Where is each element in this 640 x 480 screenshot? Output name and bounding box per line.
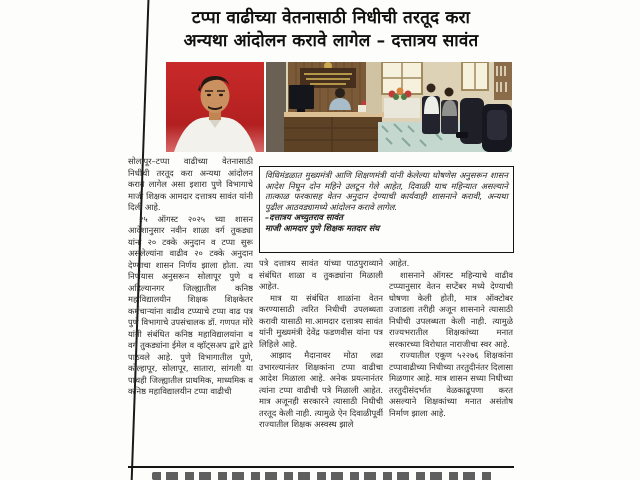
quote-attribution-title: माजी आमदार पुणे शिक्षक मतदार संघ [265, 222, 380, 233]
photo-strip [166, 62, 512, 152]
article-headline [150, 7, 512, 53]
quote-attribution-name: –दत्तात्रय अच्युतराव सावंत [265, 212, 344, 223]
office-photo [266, 62, 512, 152]
col2-paragraph-2: मात्र या संबंधित शाळांना वेतन करण्यासाठी त्वरित निधीची उपलब्धता करावी यासाठी मा.आमदार दत्तात्रय सावंत यांनी मुख्यमंत्री देवेंद्र फडणवीस यांना पत्र लिहिले आहे. [259, 292, 383, 349]
col2-paragraph-1: पत्रे दत्तात्रय सावंत यांच्या पाठपुराव्याने संबंधित शाळा व तुकड्यांना मिळाली आहेत. [259, 258, 383, 291]
col3-paragraph-2: शासनाने ऑगस्ट महिन्याचे वाढीव टप्प्यानुसार वेतन सप्टेंबर मध्ये देण्याची घोषणा केली होती, मात्र ऑक्टोबर उजाडला तरीही अजून शासनाने त्यासाठी निधीची उपलब्धता केली नाही. त्यामुळे राज्यभरातील शिक्षकांच्या मनात सरकारच्या विरोधात नाराजीचा स्वर आहे. [389, 269, 513, 349]
col3-paragraph-3: राज्यातील एकूण ५२२७६ शिक्षकांना टप्पावाढीच्या निधीच्या तरतुदीनंतर दिलासा मिळणार आहे. मात्र शासन सध्या निधीच्या तरतुदीसंदर्भात वेळकाढूपणा करत असल्याने शिक्षकांच्या मनात असंतोष निर्माण झाला आहे. [389, 350, 513, 418]
article-body [128, 156, 514, 467]
col1-paragraph-1: सोलापूर–टप्पा वाढीच्या वेतनासाठी निधीची तरतूद करा अन्यथा आंदोलन करावे लागेल असा इशारा पुणे विभागाचे माजी शिक्षक आमदार दत्तात्रय सावंत यांनी दिली आहे. [128, 156, 253, 212]
headline-line-2: अन्यथा आंदोलन करावे लागेल – दत्तात्रय सावंत [183, 31, 479, 51]
office-photo-illustration [266, 62, 512, 152]
cutoff-glyph-fragments [152, 472, 496, 480]
quote-text: विधिमंडळात मुख्यमंत्री आणि शिक्षणमंत्री यांनी केलेल्या घोषणेस अनुसरून शासन आदेश निघून दोन महिने उलटून गेले आहेत, दिवाळी याच महिन्यात असल्याने तात्काळ फरकासह वेतन अनुदान देण्याची कार्यवाही शासनाने करावी, अन्यथा पुढील आठवड्यामध्ये आंदोलन करावे लागेल. [265, 170, 508, 212]
portrait-photo [166, 62, 264, 152]
cutoff-next-headline [152, 472, 496, 480]
quote-box [259, 166, 514, 253]
text-column-2 [259, 258, 383, 466]
right-region [259, 156, 514, 467]
col3-paragraph-1: आहेत. [389, 258, 410, 268]
col2-paragraph-3: आझाद मैदानावर मोठा लढा उभारल्यानंतर शिक्षकांना टप्पा वाढीचा आदेश मिळाला आहे. अनेक प्रयत्नानंतर त्यांना टप्पा वाढीची पत्रे मिळाली आहेत. मात्र अजूनही सरकारने त्यासाठी निधीची तरतूद केली नाही. त्यामुळे ऐन दिवाळीपूर्वी राज्यातील शिक्षक अस्वस्थ झाले [259, 350, 383, 429]
portrait-photo-illustration [166, 62, 264, 152]
headline-line-1: टप्पा वाढीच्या वेतनासाठी निधीची तरतूद करा [191, 8, 471, 28]
bottom-divider-rule [128, 466, 514, 468]
right-columns [259, 258, 514, 466]
col1-paragraph-2: २५ ऑगस्ट २०२५ च्या शासन आदेशानुसार नवीन शाळा वर्ग तुकड्या यांना २० टक्के अनुदान व टप्पा सुरू असलेल्यांना वाढीव २० टक्के अनुदान देण्याचा शासन निर्णय झाला होता. त्या निर्णयास अनुसरून सोलापूर पुणे व अहिल्यानगर जिल्ह्यातील कनिष्ठ महाविद्यालयीन शिक्षक शिक्षकेतर कर्मचाऱ्यांना वाढीव टप्प्याचे टप्पा वाढ पत्र पुणे विभागाचे उपसंचालक डॉ. गणपत मोरे यांनी संबंधित कनिष्ठ महाविद्यालयांना व वर्ग तुकड्यांना ईमेल व व्हॉट्सअप द्वारे द्वारे पाठवले आहे. पुणे विभागातील पुणे, कोल्हापूर, सोलापूर, सातारा, सांगली या पाचही जिल्ह्यातील प्राथमिक, माध्यमिक व कनिष्ठ महाविद्यालयीन टप्पा वाढीची [128, 213, 253, 396]
text-column-1 [128, 156, 253, 467]
text-column-3 [389, 258, 513, 466]
